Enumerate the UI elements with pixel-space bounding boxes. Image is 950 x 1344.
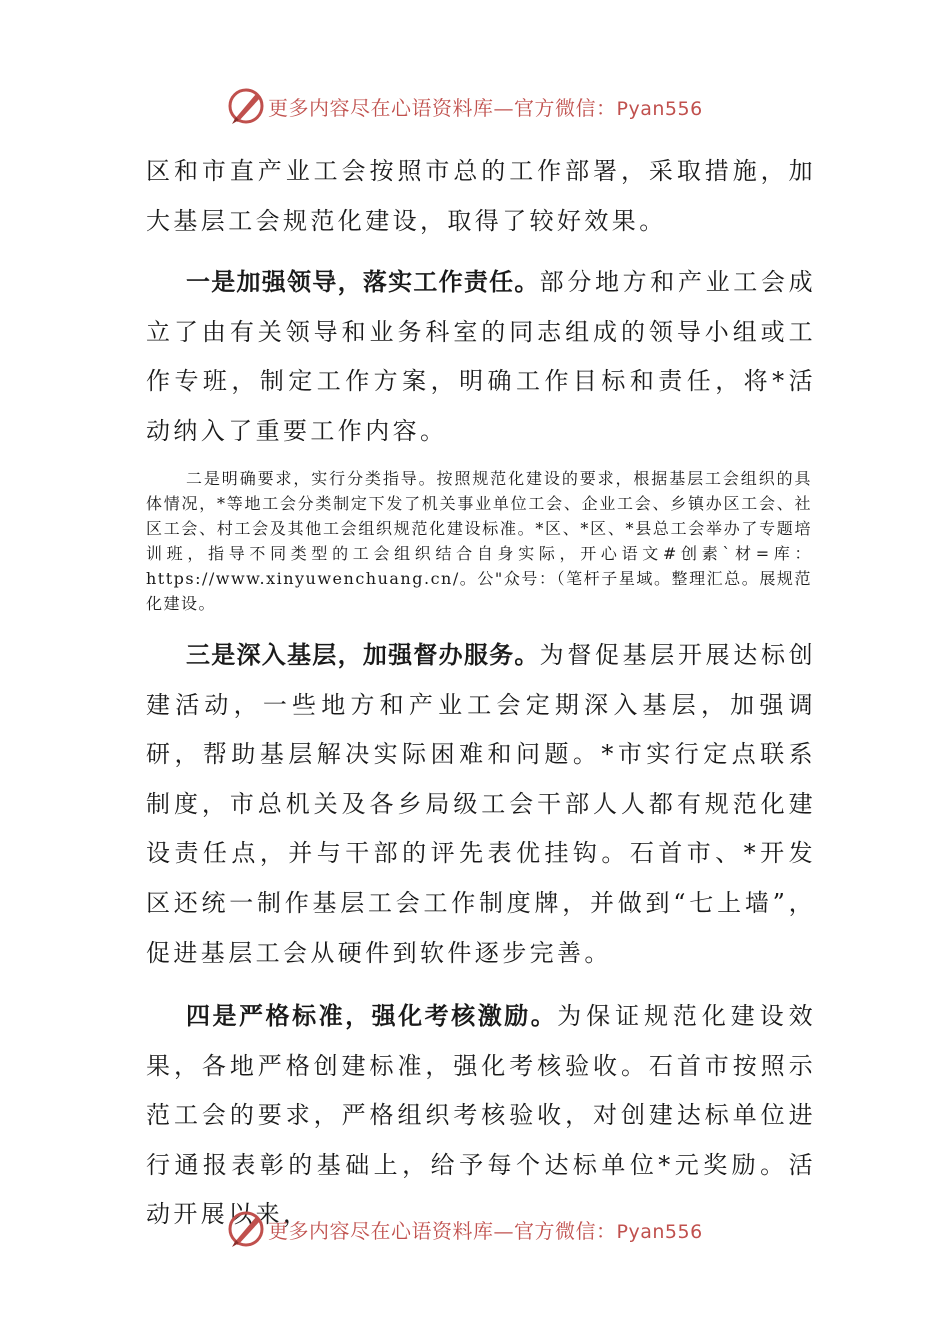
paragraph-first-point [146,258,816,456]
paragraph-first-point-body: 部分地方和产业工会成立了由有关领导和业务科室的同志组成的领导小组或工作专班，制定工作方案，明确工作目标和责任，将*活动纳入了重要工作内容。 [146,268,817,445]
footer-banner-text [268,1215,703,1244]
header-banner [226,86,746,126]
footer-banner [226,1209,746,1249]
header-banner-handle: Pyan556 [616,97,703,120]
pen-circle-logo-icon [226,86,266,126]
paragraph-first-point-lead: 一是加强领导，落实工作责任。 [186,268,540,296]
header-banner-label: 更多内容尽在心语资料库—官方微信： [268,95,617,120]
paragraph-intro: 区和市直产业工会按照市总的工作部署，采取措施，加大基层工会规范化建设，取得了较好效果。 [146,157,816,235]
paragraph-fourth-point-lead: 四是严格标准，强化考核激励。 [186,1002,558,1030]
header-banner-text [268,92,703,121]
paragraph-third-point [146,631,816,978]
paragraph-third-point-body: 为督促基层开展达标创建活动，一些地方和产业工会定期深入基层，加强调研，帮助基层解决实际困难和问题。*市实行定点联系制度，市总机关及各乡局级工会干部人人都有规范化建设责任点，并与干部的评先表优挂钩。石首市、*开发区还统一制作基层工会工作制度牌，并做到“七上墙”，促进基层工会从硬件到软件逐步完善。 [146,641,817,967]
footer-banner-handle: Pyan556 [616,1220,703,1243]
paragraph-third-point-lead: 三是深入基层，加强督办服务。 [186,641,540,669]
paragraph-fourth-point [146,992,816,1240]
paragraph-fourth-point-body: 为保证规范化建设效果，各地严格创建标准，强化考核验收。石首市按照示范工会的要求，严格组织考核验收，对创建达标单位进行通报表彰的基础上，给予每个达标单位*元奖励。活动开展以来， [146,1002,816,1229]
footer-banner-label: 更多内容尽在心语资料库—官方微信： [268,1218,617,1243]
pen-circle-logo-icon [226,1209,266,1249]
paragraph-second-point: 二是明确要求，实行分类指导。按照规范化建设的要求，根据基层工会组织的具体情况，*等地工会分类制定下发了机关事业单位工会、企业工会、乡镇办区工会、社区工会、村工会及其他工会组织规范化建设标准。*区、*区、*县总工会举办了专题培训班，指导不同类型的工会组织结合自身实际，开心语文#创素`材=库：https://www.xinyuwenchuang.cn/。公"众号：（笔杆子星域。整理汇总。展规范化建设。 [146,469,812,613]
